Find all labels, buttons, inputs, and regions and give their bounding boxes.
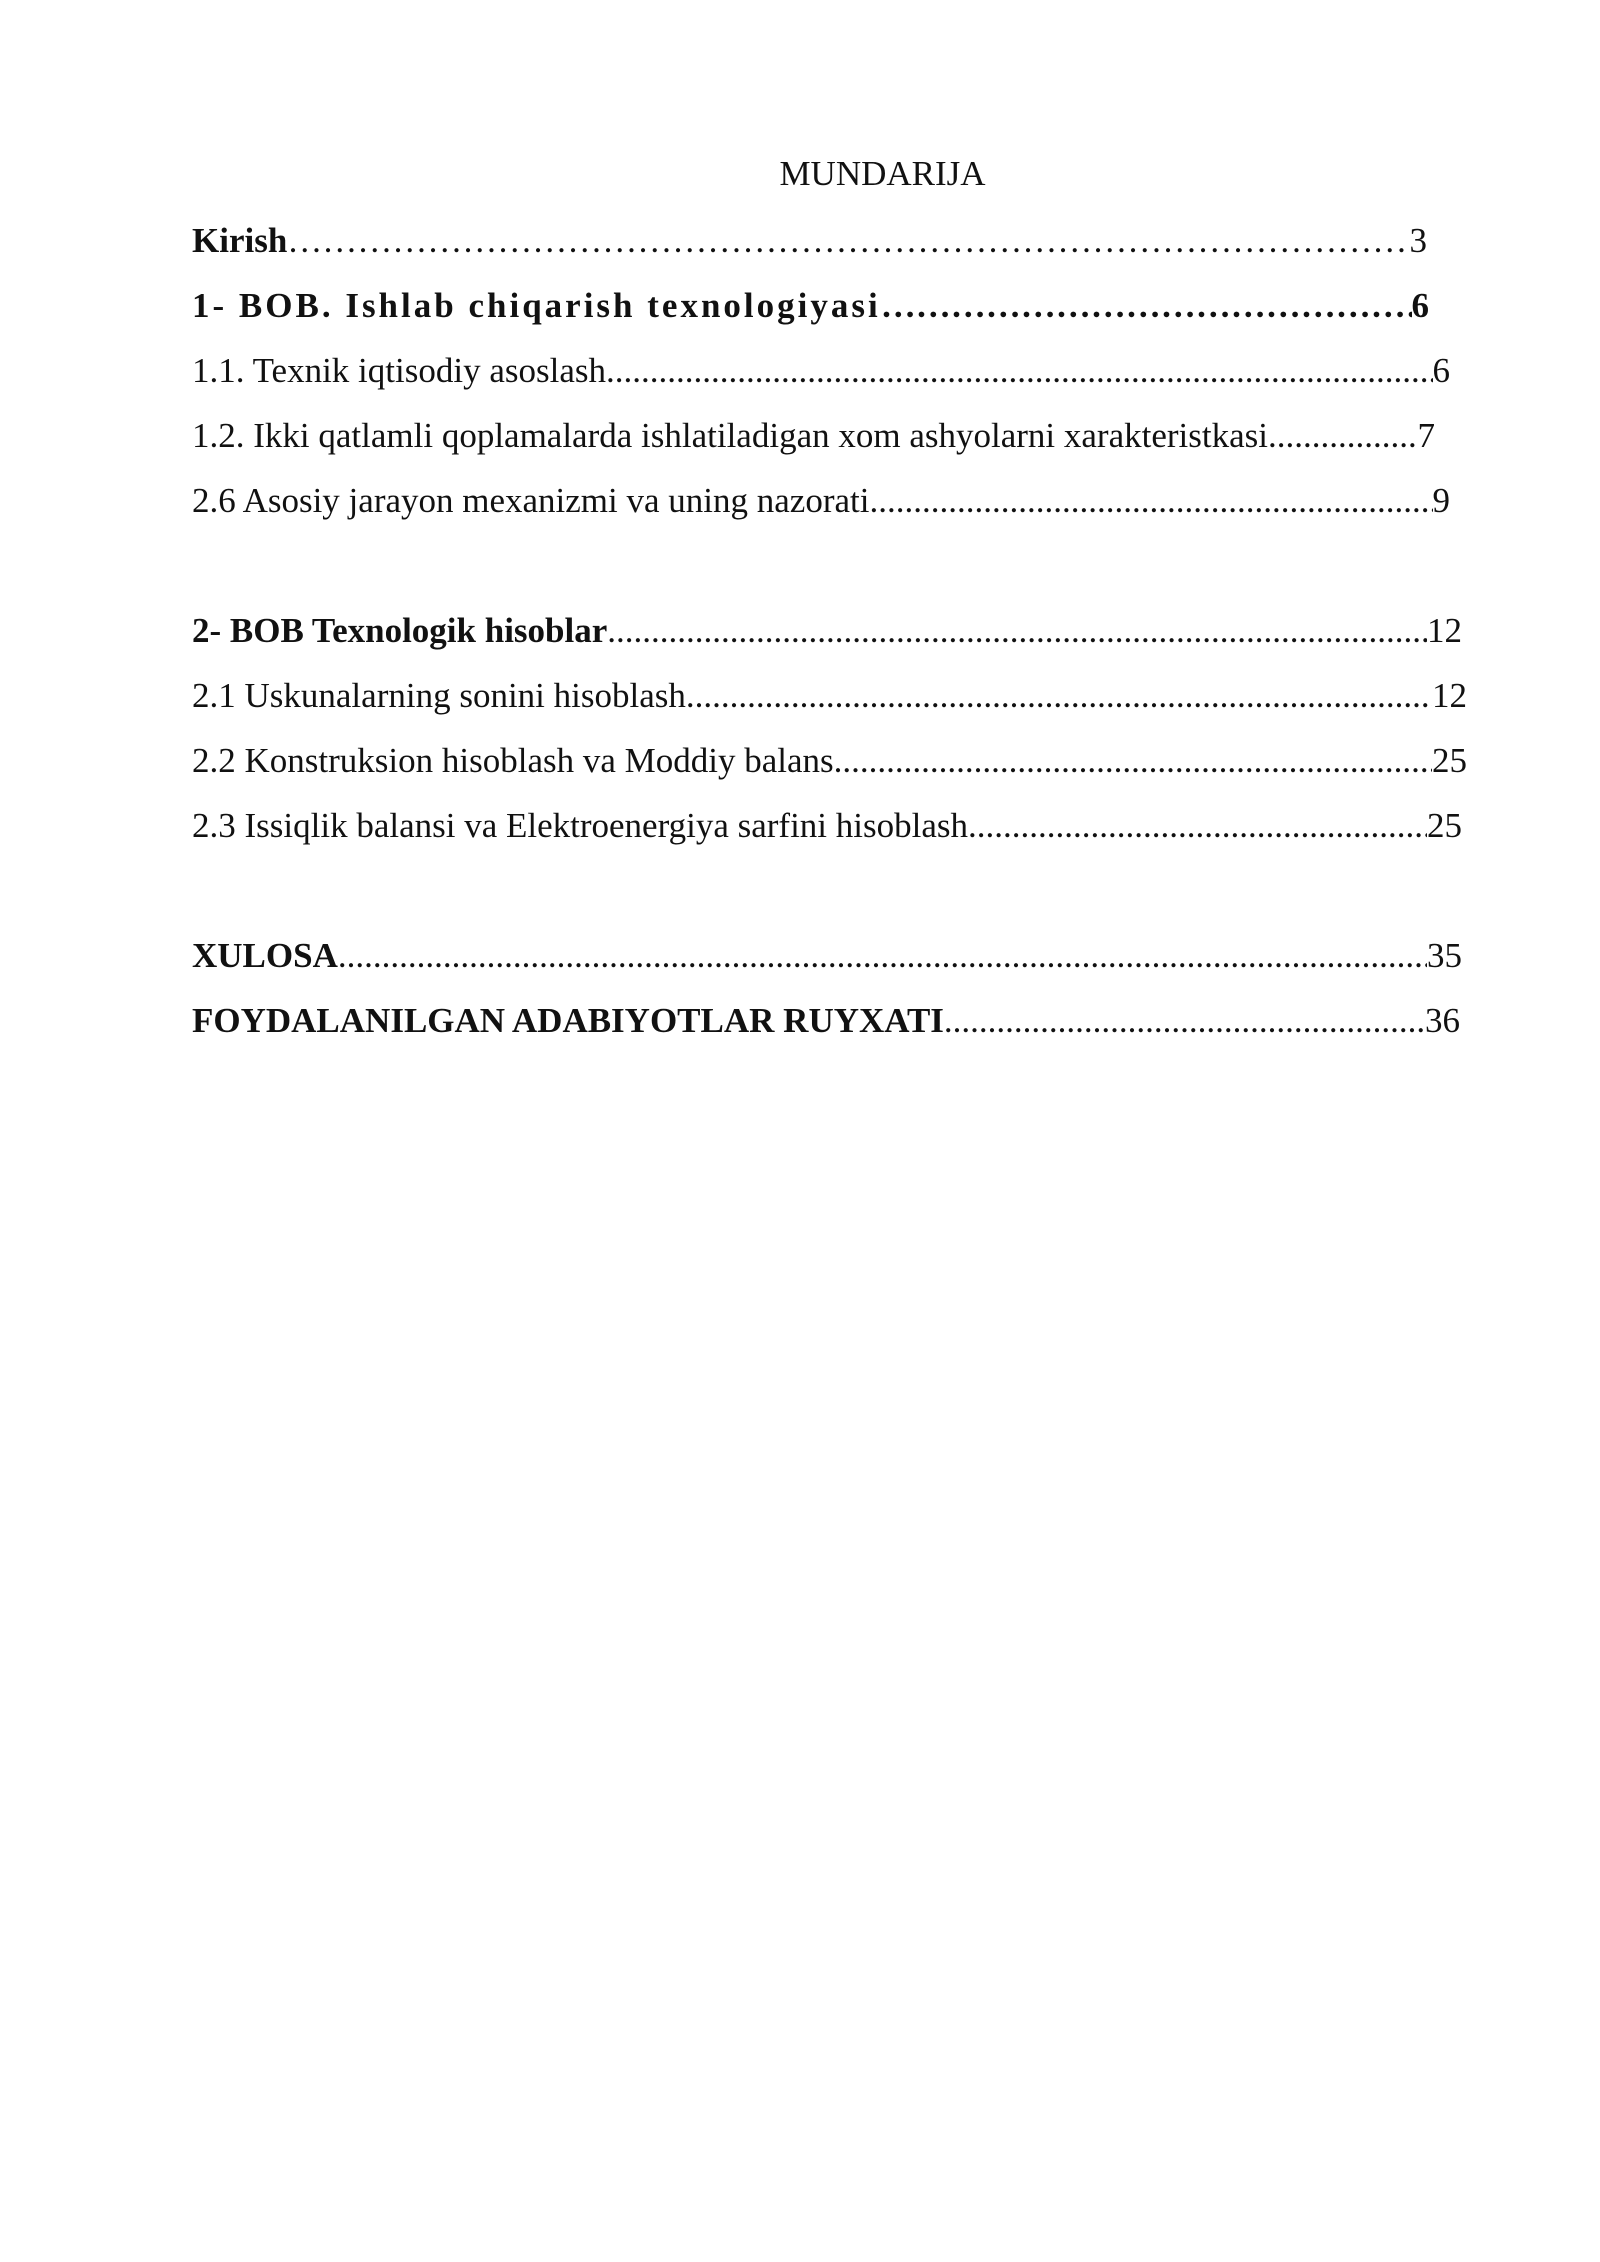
toc-entry-kirish[interactable] [192,218,1427,264]
toc-entry-bob-1[interactable] [192,283,1432,329]
toc-leader [686,673,1432,719]
toc-entry-2-6[interactable] [192,478,1450,524]
toc-entry-1-1[interactable] [192,348,1450,394]
toc-leader [338,933,1427,979]
toc-entry-bob-2[interactable] [192,608,1462,654]
toc-entry-label: 2.1 Uskunalarning sonini hisoblash [192,676,686,715]
toc-entry-2-3[interactable] [192,803,1462,849]
toc-page-number: 3 [1409,221,1427,260]
toc-leader [606,348,1433,394]
toc-title: MUNDARIJA [779,154,986,193]
toc-page-number: 35 [1427,936,1462,975]
toc-page-number: 25 [1432,741,1467,780]
toc-leader [1268,413,1418,459]
toc-entry-label: 1.1. Texnik iqtisodiy asoslash [192,351,606,390]
toc-entry-label: 1- BOB. Ishlab chiqarish texnologiyasi [192,286,881,325]
toc-page-number: 6 [1411,286,1432,325]
toc-entry-label: FOYDALANILGAN ADABIYOTLAR RUYXATI [192,1001,944,1040]
toc-page-number: 36 [1425,1001,1460,1040]
toc-leader [607,608,1427,654]
toc-entry-2-2[interactable] [192,738,1467,784]
toc-leader [287,218,1409,264]
toc-entry-label: 2.3 Issiqlik balansi va Elektroenergiya sarfini hisoblash [192,806,968,845]
toc-entry-2-1[interactable] [192,673,1467,719]
toc-page-number: 25 [1427,806,1462,845]
toc-entry-label: 2.6 Asosiy jarayon mexanizmi va uning nazorati [192,481,870,520]
toc-leader [869,478,1432,524]
toc-entry-label: 2.2 Konstruksion hisoblash va Moddiy balans [192,741,834,780]
toc-entry-label: 2- BOB Texnologik hisoblar [192,611,608,650]
toc-leader [881,283,1412,329]
toc-entry-1-2[interactable] [192,413,1435,459]
toc-entry-label: XULOSA [192,936,338,975]
toc-page-number: 12 [1432,676,1467,715]
toc-leader [968,803,1427,849]
toc-page-number: 6 [1432,351,1450,390]
toc-leader [944,998,1425,1044]
toc-leader [834,738,1432,784]
toc-entry-xulosa[interactable] [192,933,1462,979]
toc-entry-label: Kirish [192,221,288,260]
toc-page-number: 7 [1417,416,1435,455]
toc-page-number: 12 [1427,611,1462,650]
toc-page-number: 9 [1432,481,1450,520]
toc-entry-label: 1.2. Ikki qatlamli qoplamalarda ishlatiladigan xom ashyolarni xarakteristkasi [192,416,1268,455]
toc-entry-adabiyotlar[interactable] [192,998,1460,1044]
